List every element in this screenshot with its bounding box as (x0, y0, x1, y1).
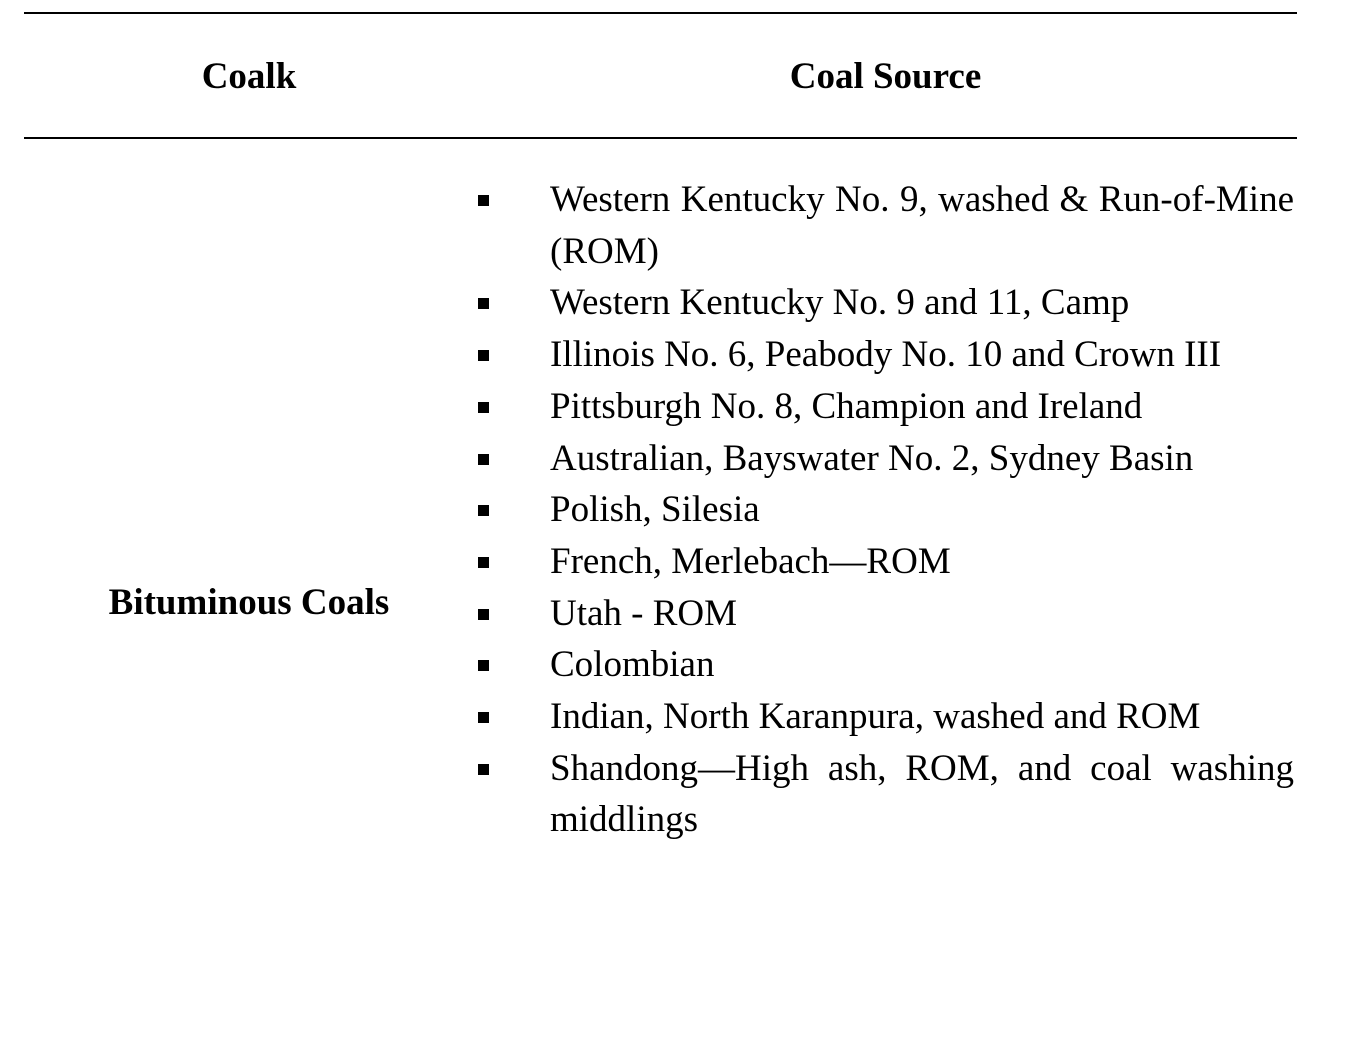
table-top-rule (24, 12, 1297, 14)
square-bullet-icon (478, 557, 489, 568)
table-header-rule (24, 137, 1297, 139)
list-item (474, 691, 1294, 743)
list-item (474, 329, 1294, 381)
list-item-text: Polish, Silesia (550, 489, 760, 531)
list-item-text: Western Kentucky No. 9 and 11, Camp (550, 282, 1130, 324)
square-bullet-icon (478, 454, 489, 465)
square-bullet-icon (478, 712, 489, 723)
square-bullet-icon (478, 505, 489, 516)
list-item (474, 484, 1294, 536)
square-bullet-icon (478, 298, 489, 309)
square-bullet-icon (478, 764, 489, 775)
list-item (474, 588, 1294, 640)
list-item-text: Australian, Bayswater No. 2, Sydney Basin (550, 437, 1194, 479)
square-bullet-icon (478, 195, 489, 206)
list-item (474, 536, 1294, 588)
list-item-text: French, Merlebach—ROM (550, 540, 951, 582)
coal-source-list (474, 174, 1294, 846)
list-item-text: Indian, North Karanpura, washed and ROM (550, 696, 1201, 738)
square-bullet-icon (478, 350, 489, 361)
list-item-text: Utah - ROM (550, 592, 738, 634)
row-category-label: Bituminous Coals (108, 582, 390, 623)
list-item (474, 433, 1294, 485)
square-bullet-icon (478, 402, 489, 413)
square-bullet-icon (478, 609, 489, 620)
list-item-text: Shandong—High ash, ROM, and coal washing middlings (550, 747, 1294, 841)
square-bullet-icon (478, 660, 489, 671)
list-item (474, 743, 1294, 846)
list-item (474, 639, 1294, 691)
column-header-coal-type: Coalk (201, 56, 297, 97)
list-item (474, 277, 1294, 329)
list-item (474, 381, 1294, 433)
list-item-text: Colombian (550, 644, 715, 686)
column-header-coal-source: Coal Source (789, 56, 982, 97)
list-item (474, 174, 1294, 277)
list-item-text: Pittsburgh No. 8, Champion and Ireland (550, 385, 1143, 427)
list-item-text: Illinois No. 6, Peabody No. 10 and Crown III (550, 334, 1222, 376)
list-item-text: Western Kentucky No. 9, washed & Run-of-Mine (ROM) (550, 179, 1294, 272)
